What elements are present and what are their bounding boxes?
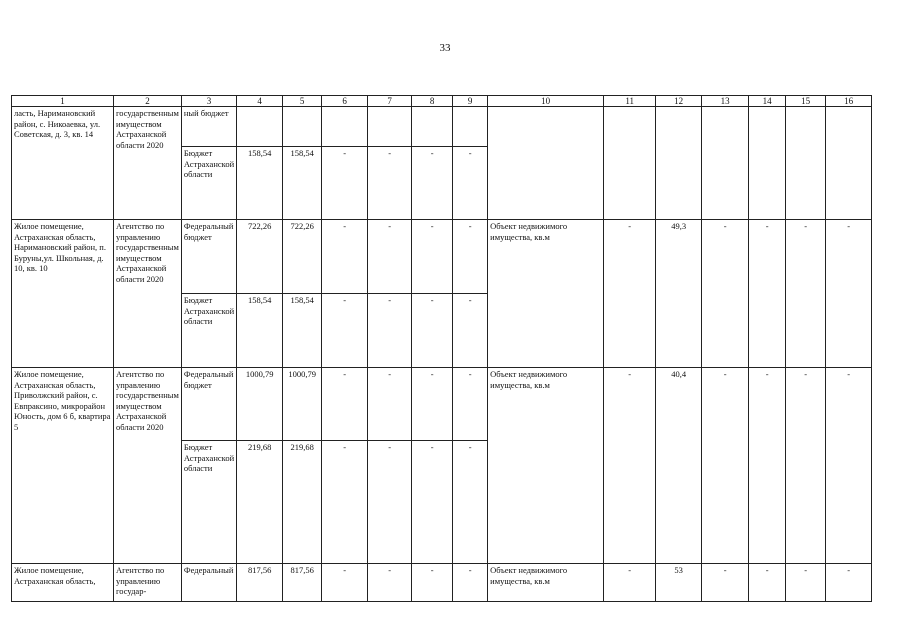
table-row: [12, 564, 872, 602]
cell: [322, 107, 368, 147]
cell: [453, 107, 488, 147]
budget-cell: Федеральный бюджет: [181, 368, 236, 441]
table-row: [12, 107, 872, 147]
cell: -: [604, 368, 656, 564]
column-header: 6: [322, 96, 368, 107]
cell: -: [702, 220, 749, 368]
cell: -: [749, 368, 786, 564]
column-header: 4: [237, 96, 283, 107]
column-header: 9: [453, 96, 488, 107]
cell: -: [749, 220, 786, 368]
column-header: 5: [283, 96, 322, 107]
cell: -: [322, 147, 368, 220]
cell: 722,26: [237, 220, 283, 294]
cell: 158,54: [283, 147, 322, 220]
column-header: 16: [826, 96, 872, 107]
column-header: 14: [749, 96, 786, 107]
budget-cell: Бюджет Астраханской области: [181, 294, 236, 368]
address-cell: Жилое помещение, Астраханская область,: [12, 564, 114, 602]
address-cell: Жилое помещение, Астраханская область, Приволжский район, с. Евпраксино, микрорайон Юность, дом 6 б, квартира 5: [12, 368, 114, 564]
column-header: 3: [181, 96, 236, 107]
cell: 158,54: [237, 294, 283, 368]
column-header: 12: [656, 96, 702, 107]
cell: -: [826, 368, 872, 564]
cell: -: [453, 220, 488, 294]
column-header: 13: [702, 96, 749, 107]
cell: -: [453, 368, 488, 441]
column-header: 11: [604, 96, 656, 107]
cell: [749, 107, 786, 220]
cell: [826, 107, 872, 220]
column-header: 1: [12, 96, 114, 107]
cell: -: [368, 441, 412, 564]
cell: -: [412, 294, 453, 368]
cell: 158,54: [237, 147, 283, 220]
column-header: 15: [786, 96, 826, 107]
cell: -: [412, 220, 453, 294]
address-cell: Жилое помещение, Астраханская область, Наримановский район, п. Буруны,ул. Школьная, д. 10, кв. 10: [12, 220, 114, 368]
cell: 49,3: [656, 220, 702, 368]
cell: 817,56: [237, 564, 283, 602]
cell: -: [702, 564, 749, 602]
cell: 1000,79: [237, 368, 283, 441]
cell: -: [453, 147, 488, 220]
cell: 219,68: [283, 441, 322, 564]
cell: -: [826, 220, 872, 368]
cell: -: [322, 564, 368, 602]
budget-cell: ный бюджет: [181, 107, 236, 147]
cell: -: [604, 564, 656, 602]
column-header: 10: [488, 96, 604, 107]
page-number: 33: [439, 42, 451, 54]
cell: -: [368, 294, 412, 368]
budget-cell: Федеральный бюджет: [181, 220, 236, 294]
cell: -: [749, 564, 786, 602]
cell: 158,54: [283, 294, 322, 368]
cell: [368, 107, 412, 147]
cell: -: [453, 441, 488, 564]
cell: [237, 107, 283, 147]
cell: -: [786, 564, 826, 602]
cell: -: [322, 441, 368, 564]
cell: -: [826, 564, 872, 602]
header-row: [12, 96, 872, 107]
cell: -: [368, 564, 412, 602]
cell: 219,68: [237, 441, 283, 564]
budget-cell: Бюджет Астраханской области: [181, 441, 236, 564]
cell: -: [322, 220, 368, 294]
object-cell: [488, 107, 604, 220]
cell: -: [412, 441, 453, 564]
agency-cell: государственным имуществом Астраханской области 2020: [114, 107, 182, 220]
cell: -: [453, 564, 488, 602]
cell: -: [412, 368, 453, 441]
cell: -: [453, 294, 488, 368]
cell: -: [604, 220, 656, 368]
column-header: 2: [114, 96, 182, 107]
cell: -: [322, 368, 368, 441]
cell: -: [412, 147, 453, 220]
budget-cell: Федеральный: [181, 564, 236, 602]
cell: 40,4: [656, 368, 702, 564]
cell: -: [368, 147, 412, 220]
object-cell: Объект недвижимого имущества, кв.м: [488, 368, 604, 564]
cell: -: [368, 368, 412, 441]
cell: 53: [656, 564, 702, 602]
column-header: 7: [368, 96, 412, 107]
cell: 817,56: [283, 564, 322, 602]
agency-cell: Агентство по управлению государ-: [114, 564, 182, 602]
cell: [412, 107, 453, 147]
cell: 1000,79: [283, 368, 322, 441]
agency-cell: Агентство по управлению государственным имуществом Астраханской области 2020: [114, 220, 182, 368]
cell: [604, 107, 656, 220]
table-row: [12, 220, 872, 294]
address-cell: ласть, Наримановский район, с. Никоаевка, ул. Советская, д. 3, кв. 14: [12, 107, 114, 220]
object-cell: Объект недвижимого имущества, кв.м: [488, 220, 604, 368]
cell: 722,26: [283, 220, 322, 294]
table-row: [12, 368, 872, 441]
cell: [283, 107, 322, 147]
cell: [786, 107, 826, 220]
column-header: 8: [412, 96, 453, 107]
cell: [702, 107, 749, 220]
cell: -: [786, 368, 826, 564]
cell: -: [786, 220, 826, 368]
cell: -: [412, 564, 453, 602]
object-cell: Объект недвижимого имущества, кв.м: [488, 564, 604, 602]
cell: -: [702, 368, 749, 564]
budget-cell: Бюджет Астраханской области: [181, 147, 236, 220]
data-table: [11, 95, 872, 602]
cell: -: [368, 220, 412, 294]
agency-cell: Агентство по управлению государственным имуществом Астраханской области 2020: [114, 368, 182, 564]
cell: -: [322, 294, 368, 368]
cell: [656, 107, 702, 220]
